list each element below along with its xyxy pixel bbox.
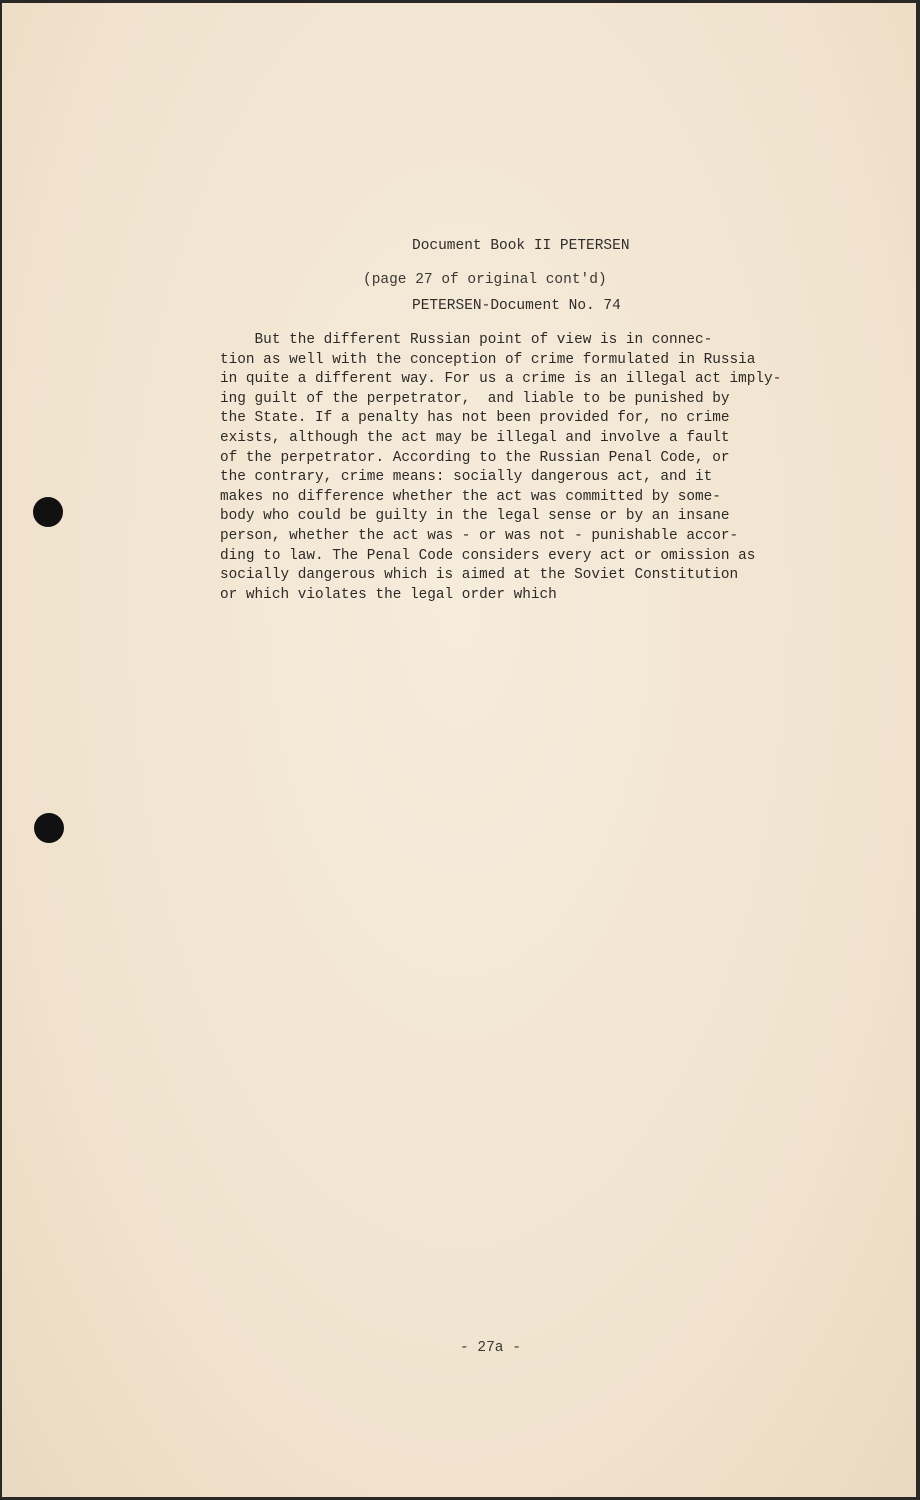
body-line: But the different Russian point of view is in connec- — [220, 332, 713, 348]
header-line-1: Document Book II PETERSEN — [412, 238, 630, 254]
body-line: of the perpetrator. According to the Russian Penal Code, or — [220, 449, 730, 466]
body-line: ding to law. The Penal Code considers every act or omission as — [220, 547, 756, 564]
body-line: the contrary, crime means: socially dangerous act, and it — [220, 469, 713, 486]
body-paragraph — [220, 331, 781, 605]
continuation-note: (page 27 of original cont'd) — [363, 272, 607, 288]
body-line: ing guilt of the perpetrator, and liable to be punished by — [220, 390, 730, 407]
body-line: exists, although the act may be illegal and involve a fault — [220, 429, 730, 446]
page-number: - 27a - — [460, 1340, 521, 1356]
punch-hole-icon — [33, 497, 63, 527]
body-line: tion as well with the conception of crime formulated in Russia — [220, 351, 756, 368]
body-line: or which violates the legal order which — [220, 586, 557, 603]
body-line: person, whether the act was - or was not - punishable accor- — [220, 527, 739, 544]
body-line: in quite a different way. For us a crime is an illegal act imply- — [220, 371, 782, 388]
header-line-2: PETERSEN-Document No. 74 — [412, 298, 621, 314]
punch-hole-icon — [34, 813, 64, 843]
document-page — [2, 3, 916, 1497]
body-line: socially dangerous which is aimed at the Soviet Constitution — [220, 567, 739, 584]
body-line: body who could be guilty in the legal sense or by an insane — [220, 508, 730, 525]
body-line: the State. If a penalty has not been provided for, no crime — [220, 410, 730, 427]
body-line: makes no difference whether the act was committed by some- — [220, 488, 721, 505]
